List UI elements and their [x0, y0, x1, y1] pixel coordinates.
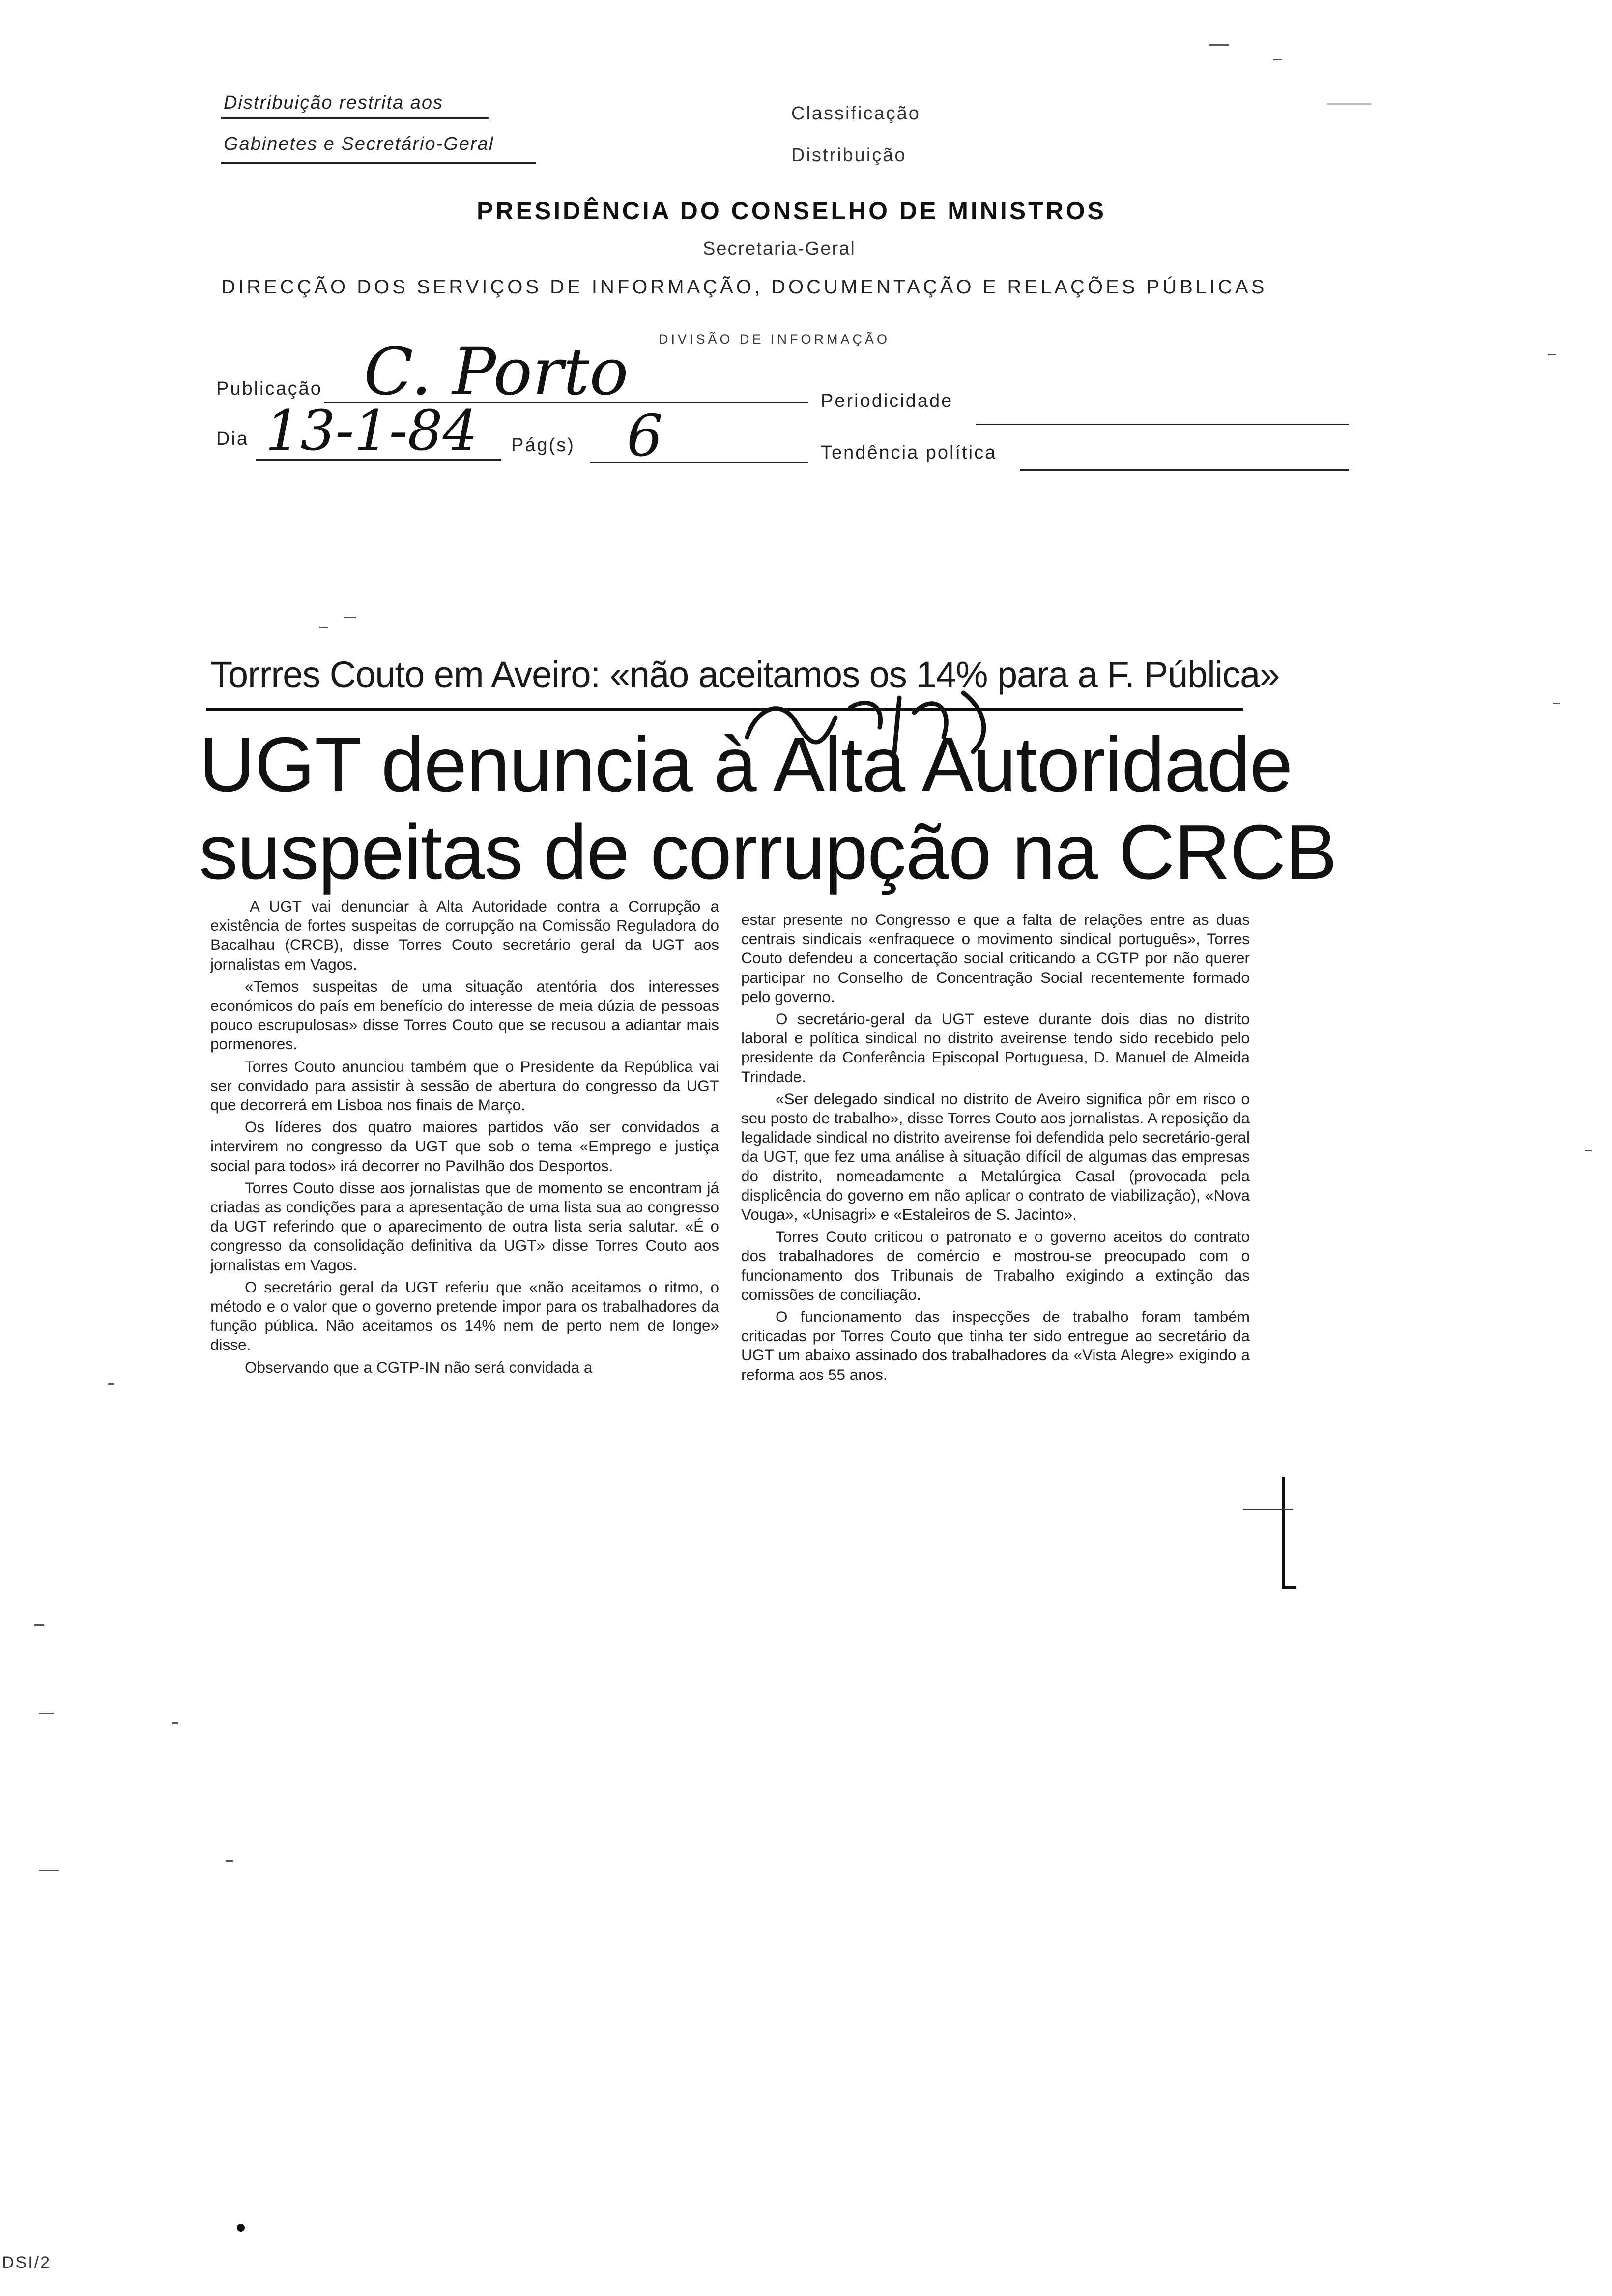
- scan-speck: [39, 1870, 59, 1871]
- scan-speck: [344, 617, 356, 618]
- paginas-handwritten-value: 6: [627, 403, 663, 469]
- scan-speck: [34, 1624, 44, 1626]
- left-paragraph-6: O secretário geral da UGT referiu que «não aceitamos o ritmo, o método e o valor que o governo pretende impor para os trabalhadores da função pública. Não aceitamos os 14% nem de perto nem de longe» disse.: [210, 1278, 719, 1354]
- right-paragraph-1: estar presente no Congresso e que a falta de relações entre as duas centrais sindicais «enfraquece o movimento sindical português», Torres Couto defendeu a concertação social criticando a CGTP por não querer participar no Conselho de Concentração Social recentemente formado pelo governo.: [741, 911, 1250, 1005]
- footer-form-code: DSI/2: [2, 2253, 52, 2272]
- right-paragraph-3: «Ser delegado sindical no distrito de Aveiro significa pôr em risco o seu posto de trabalho», disse Torres Couto aos jornalistas. A reposição da legalidade sindical no distrito aveirense foi defendida pelo secretário-geral da UGT, que fez uma análise à situação difícil de algumas das empresas do distrito, nomeadamente a Metalúrgica Casal (provocada pela displicência do governo em não aplicar o contrato de viabilização), «Nova Vouga», «Unisagri» e «Estaleiros de S. Jacinto».: [741, 1090, 1250, 1224]
- secretaria-geral: Secretaria-Geral: [703, 238, 856, 259]
- kicker-rule: [206, 708, 1243, 711]
- distribution-underline-2: [221, 162, 536, 164]
- paginas-field-line: [590, 462, 808, 463]
- scan-speck: [319, 627, 328, 628]
- clipping-bracket-foot: [1282, 1586, 1296, 1589]
- clipping-bracket-tick: [1243, 1509, 1293, 1510]
- left-paragraph-3: Torres Couto anunciou também que o Presidente da República vai ser convidado para assistir à sessão de abertura do congresso da UGT que decorrerá em Lisboa nos finais de Março.: [210, 1057, 719, 1114]
- scan-speck: [1273, 59, 1282, 60]
- headline-line-1: UGT denuncia à Alta Autoridade: [199, 721, 1293, 808]
- left-paragraph-2: «Temos suspeitas de uma situação atentória dos interesses económicos do país em benefício do interesse de meia dúzia de pessoas pouco escrupulosas» disse Torres Couto que se recusou a adiantar mais pormenores.: [210, 977, 719, 1053]
- ink-dot: [237, 2224, 245, 2232]
- handwritten-annotation-mark: [737, 678, 1012, 762]
- scan-speck: [226, 1860, 233, 1862]
- publicacao-label: Publicação: [216, 378, 322, 399]
- left-paragraph-7: Observando que a CGTP-IN não será convidada a: [245, 1358, 593, 1376]
- right-paragraph-5: O funcionamento das inspecções de trabalho foram também criticadas por Torres Couto que tinha ter sido entregue ao secretário da UGT um abaixo assinado dos trabalhadores da «Vista Alegre» exigindo a reforma aos 55 anos.: [741, 1308, 1250, 1383]
- dia-handwritten-value: 13-1-84: [265, 399, 478, 463]
- scan-speck: [1327, 103, 1371, 105]
- classificacao-label: Classificação: [791, 103, 921, 124]
- divisao-informacao: DIVISÃO DE INFORMAÇÃO: [659, 332, 891, 346]
- distribuicao-label: Distribuição: [791, 145, 907, 166]
- periodicidade-label: Periodicidade: [821, 391, 953, 411]
- paginas-label: Pág(s): [511, 435, 575, 456]
- publicacao-handwritten-value: C. Porto: [364, 334, 629, 410]
- scan-speck: [1553, 703, 1560, 704]
- left-paragraph-1: A UGT vai denunciar à Alta Autoridade contra a Corrupção a existência de fortes suspeitas de corrupção na Comissão Reguladora do Bacalhau (CRCB), disse Torres Couto secretário geral da UGT aos jornalistas em Vagos.: [210, 897, 719, 973]
- left-paragraph-5: Torres Couto disse aos jornalistas que de momento se encontram já criadas as condições para a apresentação de uma lista sua ao congresso da UGT referindo que o aparecimento de outra lista seria salutar. «É o congresso da consolidação definitiva da UGT» disse Torres Couto aos jornalistas em Vagos.: [210, 1178, 719, 1274]
- right-paragraph-2: O secretário-geral da UGT esteve durante dois dias no distrito laboral e política sindical no distrito aveirense tendo sido recebido pelo presidente da Conferência Episcopal Portuguesa, D. Manuel de Almeida Trindade.: [741, 1010, 1250, 1086]
- periodicidade-field-line: [976, 424, 1349, 425]
- tendencia-field-line: [1020, 469, 1349, 471]
- article-column-right: [741, 910, 1250, 1387]
- article-kicker: Torrres Couto em Aveiro: «não aceitamos os 14% para a F. Pública»: [210, 654, 1280, 695]
- right-paragraph-4: Torres Couto criticou o patronato e o governo aceitos do contrato dos trabalhadores de comércio e mostrou-se preocupado com o funcionamento dos Tribunais de Trabalho exigindo a extinção das comissões de conciliação.: [741, 1228, 1250, 1303]
- scan-speck: [172, 1722, 178, 1724]
- left-paragraph-4: Os líderes dos quatro maiores partidos vão ser convidados a intervirem no congresso da UGT que sob o tema «Emprego e justiça social para todos» irá decorrer no Pavilhão dos Desportos.: [210, 1118, 719, 1175]
- clipping-bracket: [1282, 1477, 1285, 1589]
- scan-speck: [108, 1383, 114, 1385]
- scan-speck: [1548, 354, 1556, 355]
- direccao-servicos: DIRECÇÃO DOS SERVIÇOS DE INFORMAÇÃO, DOCUMENTAÇÃO E RELAÇÕES PÚBLICAS: [221, 276, 1267, 298]
- tendencia-label: Tendência política: [821, 442, 997, 463]
- scan-speck: [1209, 44, 1229, 46]
- distribution-restriction-line1: Distribuição restrita aos: [224, 92, 444, 113]
- scan-speck: [1585, 1150, 1592, 1151]
- distribution-underline-1: [221, 117, 489, 119]
- scan-speck: [39, 1713, 54, 1714]
- article-column-left: [210, 897, 719, 1380]
- office-title: PRESIDÊNCIA DO CONSELHO DE MINISTROS: [477, 197, 1107, 225]
- headline-line-2: suspeitas de corrupção na CRCB: [199, 809, 1337, 895]
- distribution-restriction-line2: Gabinetes e Secretário-Geral: [224, 134, 494, 154]
- dia-label: Dia: [216, 429, 249, 449]
